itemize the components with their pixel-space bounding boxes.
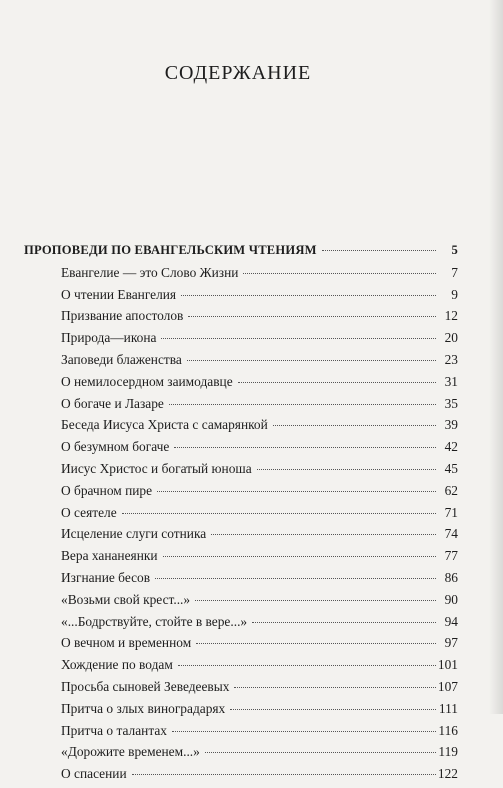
- toc-leader-dots: [322, 250, 436, 251]
- toc-leader-dots: [205, 752, 436, 753]
- toc-entry[interactable]: [24, 483, 458, 505]
- toc-entry-page: 122: [437, 766, 458, 782]
- toc-leader-dots: [178, 665, 436, 666]
- toc-entry[interactable]: [24, 439, 458, 461]
- toc-entry-label: Вера хананеянки: [61, 548, 158, 564]
- toc-leader-dots: [211, 534, 436, 535]
- toc-leader-dots: [172, 731, 436, 732]
- toc-entry-page: 42: [444, 439, 458, 455]
- toc-leader-dots: [196, 643, 436, 644]
- toc-entry[interactable]: [24, 287, 458, 309]
- toc-section-label: ПРОПОВЕДИ ПО ЕВАНГЕЛЬСКИМ ЧТЕНИЯМ: [24, 243, 317, 257]
- toc-entry-page: 94: [444, 613, 458, 629]
- toc-entry-page: 77: [444, 548, 458, 564]
- toc-entry-page: 90: [444, 591, 458, 607]
- toc-entry-page: 97: [444, 635, 458, 651]
- toc-leader-dots: [188, 316, 436, 317]
- toc-leader-dots: [252, 622, 436, 623]
- toc-leader-dots: [122, 513, 436, 514]
- toc-entry[interactable]: [24, 548, 458, 570]
- toc-entry-label: Природа—икона: [61, 330, 157, 346]
- toc-entry-page: 101: [437, 657, 458, 673]
- toc-entry-page: 23: [444, 351, 458, 367]
- toc-entry[interactable]: [24, 635, 458, 657]
- toc-entry[interactable]: [24, 766, 458, 788]
- toc-entry[interactable]: [24, 570, 458, 592]
- toc-entry-label: Просьба сыновей Зеведеевых: [61, 678, 230, 694]
- toc-leader-dots: [195, 600, 436, 601]
- table-of-contents: [24, 243, 458, 788]
- toc-entry[interactable]: [24, 265, 458, 287]
- toc-entry[interactable]: [24, 505, 458, 527]
- toc-entry-page: 107: [437, 678, 458, 694]
- toc-entry-page: 71: [444, 504, 458, 520]
- toc-entry-label: Заповеди блаженства: [61, 351, 182, 367]
- toc-leader-dots: [161, 338, 436, 339]
- toc-entry-page: 9: [451, 286, 458, 302]
- toc-entry[interactable]: [24, 308, 458, 330]
- toc-entry-label: Беседа Иисуса Христа с самарянкой: [61, 417, 268, 433]
- toc-entry-label: Хождение по водам: [61, 657, 173, 673]
- toc-leader-dots: [234, 687, 435, 688]
- toc-leader-dots: [174, 447, 436, 448]
- toc-entry-label: Притча о талантах: [61, 722, 167, 738]
- toc-entry-page: 45: [444, 460, 458, 476]
- toc-entry-label: Исцеление слуги сотника: [61, 526, 207, 542]
- toc-entry-label: Призвание апостолов: [61, 308, 184, 324]
- toc-section-heading[interactable]: [24, 243, 458, 265]
- toc-entry[interactable]: [24, 461, 458, 483]
- toc-entry-label: О брачном пире: [61, 482, 153, 498]
- toc-entry-page: 31: [444, 373, 458, 389]
- toc-entry-page: 86: [444, 569, 458, 585]
- toc-entry[interactable]: [24, 701, 458, 723]
- toc-entry-label: О вечном и временном: [61, 635, 192, 651]
- toc-leader-dots: [132, 774, 436, 775]
- toc-entry[interactable]: [24, 657, 458, 679]
- toc-entry-label: О сеятеле: [61, 504, 117, 520]
- toc-entry[interactable]: [24, 330, 458, 352]
- page-edge-shadow: [489, 0, 503, 714]
- toc-entry[interactable]: [24, 374, 458, 396]
- toc-leader-dots: [238, 382, 436, 383]
- toc-entry-label: О богаче и Лазаре: [61, 395, 164, 411]
- toc-entry-label: «Дорожите временем...»: [61, 744, 200, 760]
- toc-entry-label: Изгнание бесов: [61, 569, 151, 585]
- toc-entry[interactable]: [24, 352, 458, 374]
- toc-entry-page: 62: [444, 482, 458, 498]
- toc-entry[interactable]: [24, 592, 458, 614]
- toc-entry-page: 119: [438, 744, 458, 760]
- toc-entry-page: 12: [444, 308, 458, 324]
- toc-leader-dots: [169, 404, 436, 405]
- toc-entry-page: 116: [438, 722, 458, 738]
- toc-entry-label: Иисус Христос и богатый юноша: [61, 460, 252, 476]
- toc-entry-label: О безумном богаче: [61, 439, 170, 455]
- page-title: СОДЕРЖАНИЕ: [164, 62, 312, 84]
- toc-entry[interactable]: [24, 614, 458, 636]
- toc-entry-label: Евангелие — это Слово Жизни: [61, 264, 239, 280]
- toc-entry-label: О немилосердном заимодавце: [61, 373, 233, 389]
- toc-leader-dots: [187, 360, 436, 361]
- toc-entry[interactable]: [24, 526, 458, 548]
- toc-entry[interactable]: [24, 396, 458, 418]
- toc-leader-dots: [181, 295, 436, 296]
- toc-entry-page: 35: [444, 395, 458, 411]
- toc-leader-dots: [157, 491, 436, 492]
- toc-leader-dots: [257, 469, 436, 470]
- toc-entry-page: 111: [438, 700, 458, 716]
- toc-entry[interactable]: [24, 417, 458, 439]
- toc-entry-page: 74: [444, 526, 458, 542]
- toc-entry[interactable]: [24, 679, 458, 701]
- toc-entry-page: 39: [444, 417, 458, 433]
- toc-entry[interactable]: [24, 744, 458, 766]
- toc-leader-dots: [243, 273, 436, 274]
- toc-entry-label: О спасении: [61, 766, 127, 782]
- toc-entry-label: Притча о злых виноградарях: [61, 700, 226, 716]
- toc-entry-label: О чтении Евангелия: [61, 286, 177, 302]
- toc-section-page: 5: [451, 243, 458, 257]
- toc-leader-dots: [163, 556, 436, 557]
- toc-entry[interactable]: [24, 723, 458, 745]
- toc-entry-page: 20: [444, 330, 458, 346]
- toc-leader-dots: [273, 425, 436, 426]
- toc-entry-label: «Возьми свой крест...»: [61, 591, 191, 607]
- toc-entry-page: 7: [451, 264, 458, 280]
- toc-leader-dots: [230, 709, 436, 710]
- toc-leader-dots: [155, 578, 436, 579]
- toc-entry-label: «...Бодрствуйте, стойте в вере...»: [61, 613, 248, 629]
